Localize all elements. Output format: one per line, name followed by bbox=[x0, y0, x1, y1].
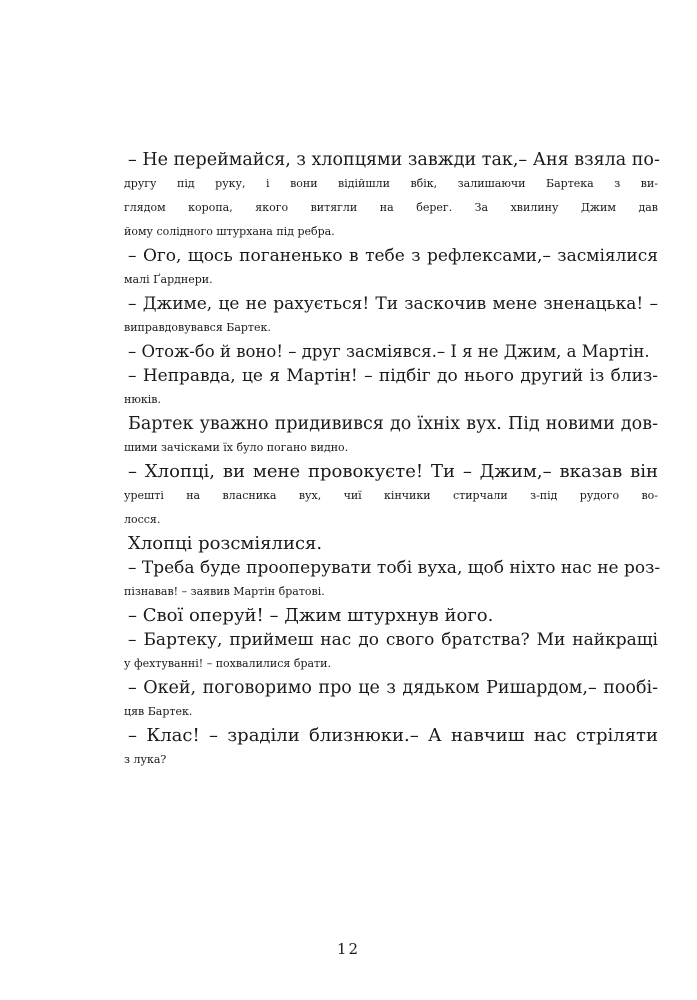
page-number: 12 bbox=[336, 940, 361, 958]
text-line: шими зачісками їх було погано видно. bbox=[124, 441, 349, 454]
text-line: – Треба буде прооперувати тобі вуха, щоб ніхто нас не роз- bbox=[128, 558, 661, 578]
text-line: – Окей, поговоримо про це з дядьком Ришардом,– пообі- bbox=[128, 678, 658, 698]
text-line: – Неправда, це я Мартін! – підбіг до нього другий із близ- bbox=[128, 366, 658, 386]
text-line: – Бартеку, приймеш нас до свого братства? Ми найкращі bbox=[128, 630, 658, 650]
text-line: йому солідного штурхана під ребра. bbox=[124, 225, 335, 238]
text-line: Бартек уважно придивився до їхніх вух. Під новими дов- bbox=[128, 414, 658, 434]
text-line: малі Ґарднери. bbox=[124, 273, 213, 286]
text-line: нюків. bbox=[124, 393, 161, 406]
text-line: лосся. bbox=[124, 513, 161, 526]
text-line: виправдовувався Бартек. bbox=[124, 321, 271, 334]
text-line: – Клас! – зраділи близнюки.– А навчиш нас стріляти bbox=[128, 725, 658, 746]
text-line: другу під руку, і вони відійшли вбік, залишаючи Бартека з ви- bbox=[124, 177, 658, 190]
text-line: пізнавав! – заявив Мартін братові. bbox=[124, 585, 325, 598]
text-line: – Джиме, це не рахується! Ти заскочив мене зненацька! – bbox=[128, 294, 658, 314]
text-line: – Ого, щось поганенько в тебе з рефлексами,– засміялися bbox=[128, 246, 658, 266]
text-line: урешті на власника вух, чиї кінчики стирчали з-під рудого во- bbox=[124, 489, 658, 502]
body-text bbox=[124, 148, 661, 772]
text-line: – Хлопці, ви мене провокуєте! Ти – Джим,– вказав він bbox=[128, 461, 658, 482]
text-line: Хлопці розсміялися. bbox=[128, 533, 323, 554]
text-line: – Отож-бо й воно! – друг засміявся.– І я не Джим, а Мартін. bbox=[128, 342, 650, 361]
text-line: – Свої оперуй! – Джим штурхнув його. bbox=[128, 605, 494, 626]
text-line: з лука? bbox=[124, 753, 167, 766]
text-line: глядом коропа, якого витягли на берег. За хвилину Джим дав bbox=[124, 201, 658, 214]
text-line: цяв Бартек. bbox=[124, 705, 193, 718]
text-line: – Не переймайся, з хлопцями завжди так,– Аня взяла по- bbox=[128, 150, 660, 170]
text-line: у фехтуванні! – похвалилися брати. bbox=[124, 657, 331, 670]
